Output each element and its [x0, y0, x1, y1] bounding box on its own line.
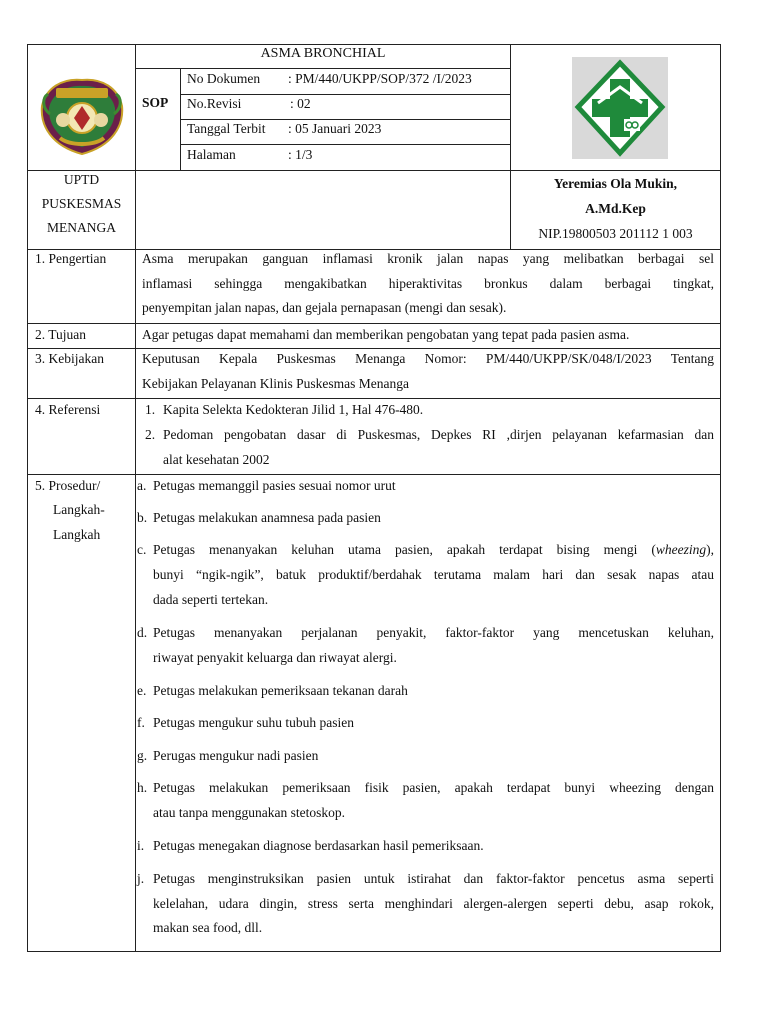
- step-line: riwayat penyakit keluarga dan riwayat alergi.: [153, 650, 397, 665]
- kebijakan-line: Keputusan Kepala Puskesmas Menanga Nomor: PM/440/UKPP/SK/048/I/2023 Tentang: [142, 351, 714, 366]
- doc-field-label-no-revisi: No.Revisi: [187, 96, 242, 111]
- kebijakan-line: Kebijakan Pelayanan Klinis Puskesmas Menanga: [142, 376, 409, 391]
- step-line: Petugas menegakan diagnose berdasarkan hasil pemeriksaan.: [153, 838, 484, 853]
- step-line: Petugas mengukur suhu tubuh pasien: [153, 715, 354, 730]
- table-border-right: [720, 44, 721, 952]
- referensi-number: 2.: [145, 427, 156, 442]
- referensi-line: Pedoman pengobatan dasar di Puskesmas, Depkes RI ,dirjen pelayanan kefarmasian dan: [163, 427, 714, 442]
- step-letter: d.: [137, 625, 148, 640]
- doc-field-value-no-dokumen: : PM/440/UKPP/SOP/372 /I/2023: [288, 71, 472, 86]
- puskesmas-logo: [572, 57, 668, 159]
- referensi-line: Kapita Selekta Kedokteran Jilid 1, Hal 476-480.: [163, 402, 424, 417]
- section-label-prosedur: Langkah: [53, 527, 101, 542]
- step-line: Petugas memanggil pasies sesuai nomor urut: [153, 478, 396, 493]
- doc-field-value-tanggal-terbit: : 05 Januari 2023: [288, 121, 382, 136]
- step-line: Petugas menanyakan keluhan utama pasien, apakah terdapat bising mengi (wheezing),: [153, 542, 714, 557]
- org-name-line-1: UPTD: [63, 172, 100, 187]
- section-label-prosedur: 5. Prosedur/: [35, 478, 101, 493]
- pengertian-line: penyempitan jalan napas, dan gejala pernapasan (mengi dan sesak).: [142, 300, 507, 315]
- table-border-top: [27, 44, 721, 45]
- step-line: Perugas mengukur nadi pasien: [153, 748, 319, 763]
- doc-field-label-halaman: Halaman: [187, 147, 236, 162]
- referensi-line: alat kesehatan 2002: [163, 452, 270, 467]
- step-letter: b.: [137, 510, 148, 525]
- step-letter: f.: [137, 715, 145, 730]
- section-label-prosedur: Langkah-: [53, 502, 105, 517]
- pengertian-line: Asma merupakan ganguan inflamasi kronik jalan napas yang melibatkan berbagai sel: [142, 251, 714, 266]
- document-title: ASMA BRONCHIAL: [260, 46, 386, 61]
- signatory-nip: NIP.19800503 201112 1 003: [538, 226, 693, 241]
- section-label-referensi: 4. Referensi: [35, 402, 101, 417]
- org-name-line-3: MENANGA: [47, 220, 116, 235]
- doc-field-value-no-revisi: : 02: [290, 96, 311, 111]
- step-line: bunyi “ngik-ngik”, batuk produktif/berdahak terutama malam hari dan sesak napas atau: [153, 567, 714, 582]
- step-line: Petugas melakukan anamnesa pada pasien: [153, 510, 381, 525]
- step-letter: c.: [137, 542, 147, 557]
- step-letter: j.: [137, 871, 145, 886]
- doc-field-value-halaman: : 1/3: [288, 147, 313, 162]
- step-line: atau tanpa menggunakan stetoskop.: [153, 805, 345, 820]
- signatory-title: A.Md.Kep: [585, 201, 646, 216]
- step-letter: a.: [137, 478, 147, 493]
- step-line: Petugas menginstruksikan pasien untuk istirahat dan faktor-faktor pencetus asma seperti: [153, 871, 714, 886]
- signatory-name: Yeremias Ola Mukin,: [553, 176, 678, 191]
- step-line: dada seperti tertekan.: [153, 592, 269, 607]
- section-label-tujuan: 2. Tujuan: [35, 327, 87, 342]
- step-line: Petugas menanyakan perjalanan penyakit, faktor-faktor yang mencetuskan keluhan,: [153, 625, 714, 640]
- doc-field-label-tanggal-terbit: Tanggal Terbit: [187, 121, 266, 136]
- step-line: Petugas melakukan pemeriksaan fisik pasien, apakah terdapat bunyi wheezing dengan: [153, 780, 714, 795]
- sop-label: SOP: [142, 95, 169, 110]
- table-border-bottom: [27, 951, 721, 952]
- referensi-number: 1.: [145, 402, 156, 417]
- org-name-line-2: PUSKESMAS: [41, 196, 122, 211]
- step-letter: i.: [137, 838, 145, 853]
- step-letter: h.: [137, 780, 148, 795]
- step-line: Petugas melakukan pemeriksaan tekanan darah: [153, 683, 408, 698]
- step-letter: e.: [137, 683, 147, 698]
- step-line: makan sea food, dll.: [153, 920, 263, 935]
- step-line: kelelahan, udara dingin, stress serta menghindari alergen-alergen seperti debu, asap rokok,: [153, 896, 714, 911]
- section-label-pengertian: 1. Pengertian: [35, 251, 107, 266]
- pengertian-line: inflamasi sehingga mengakibatkan hiperaktivitas bronkus dalam berbagai tingkat,: [142, 276, 714, 291]
- district-seal-logo: [36, 74, 128, 158]
- doc-field-label-no-dokumen: No Dokumen: [187, 71, 261, 86]
- step-letter: g.: [137, 748, 148, 763]
- section-label-kebijakan: 3. Kebijakan: [35, 351, 104, 366]
- tujuan-line: Agar petugas dapat memahami dan memberikan pengobatan yang tepat pada pasien asma.: [142, 327, 630, 342]
